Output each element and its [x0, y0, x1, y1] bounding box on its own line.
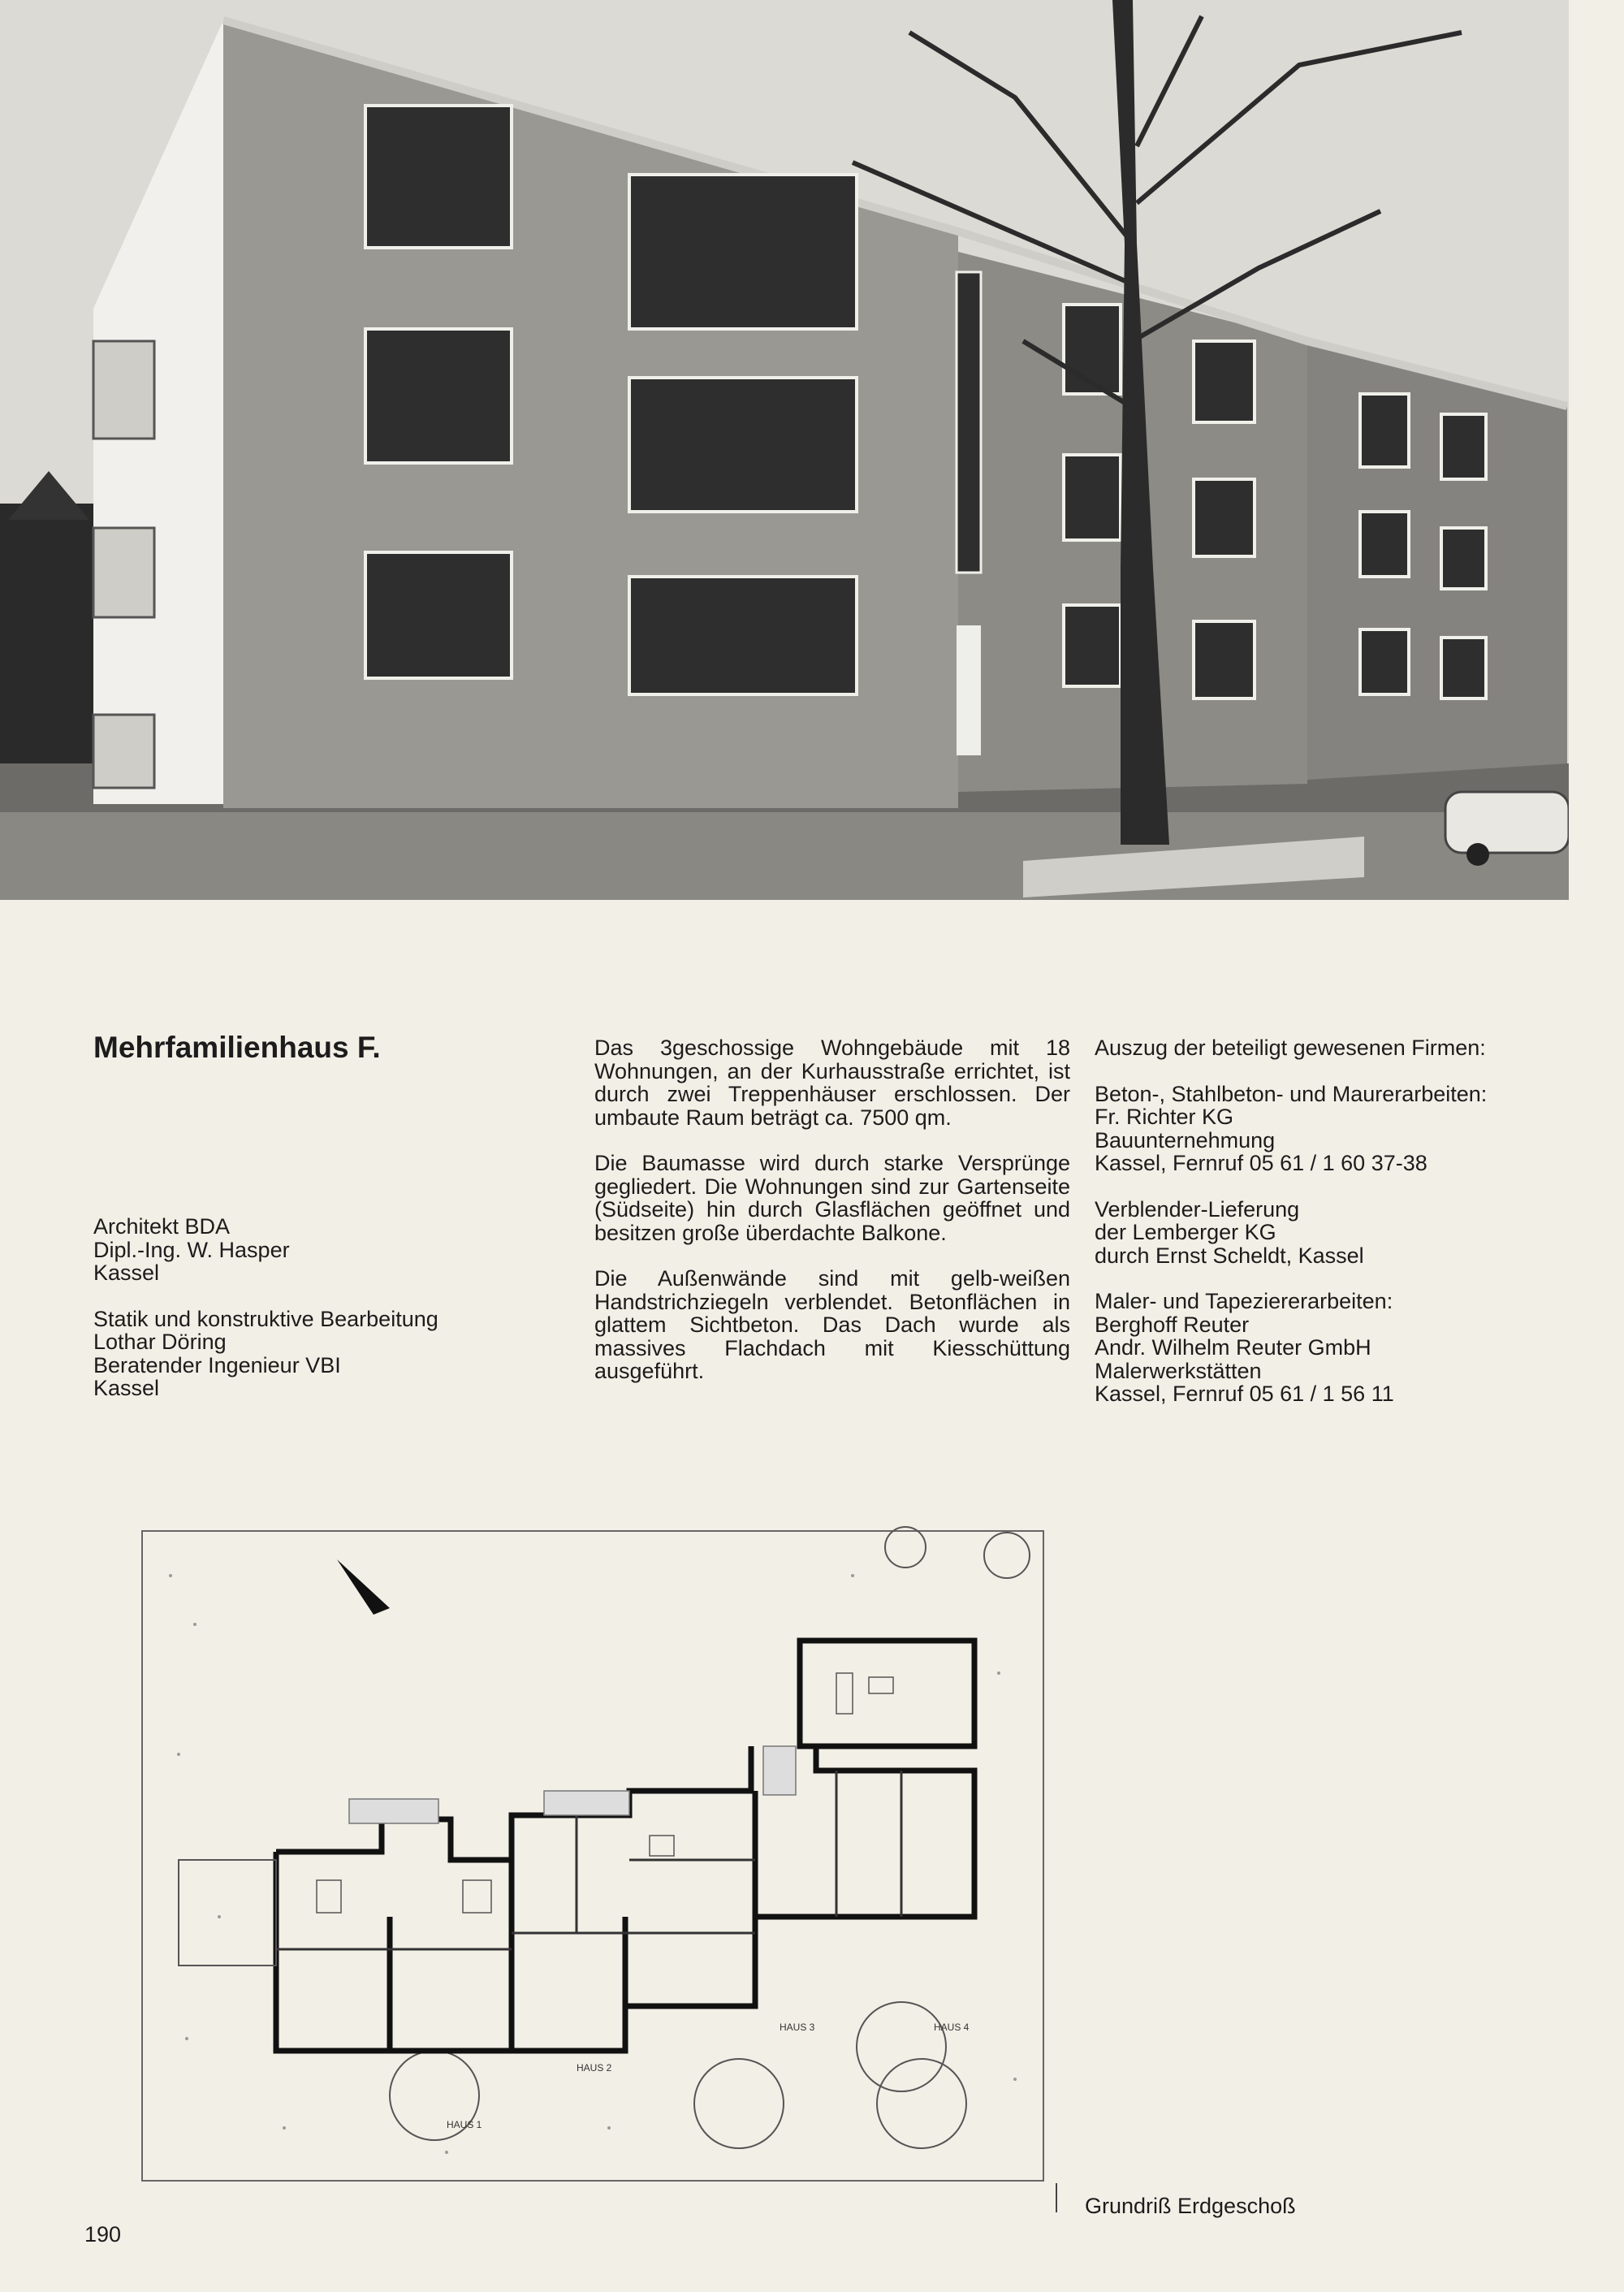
credit-line: Lothar Döring — [93, 1330, 227, 1354]
house-label: HAUS 2 — [577, 2062, 612, 2074]
page-title: Mehrfamilienhaus F. — [93, 1031, 381, 1064]
credit-line: Kassel — [93, 1376, 160, 1400]
credits-column — [93, 1215, 548, 1423]
credit-line: Dipl.-Ing. W. Hasper — [93, 1237, 290, 1262]
firm-facing — [1095, 1198, 1549, 1268]
description-paragraph: Das 3geschossige Wohngebäude mit 18 Wohnungen, an der Kurhausstraße errichtet, ist durch zwei Treppenhäuser erschlossen. Der umbaute Raum beträgt ca. 7500 qm. — [594, 1036, 1070, 1130]
description-paragraph: Die Außenwände sind mit gelb-weißen Handstrichziegeln verblendet. Betonflächen in glattem Sichtbeton. Das Dach wurde als massives Flachdach mit Kiesschüttung ausgeführt. — [594, 1266, 1070, 1383]
description-column — [594, 1036, 1070, 1406]
firm-line: Maler- und Tapeziererarbeiten: — [1095, 1289, 1393, 1313]
description-paragraph: Die Baumasse wird durch starke Versprünge gegliedert. Die Wohnungen sind zur Gartenseite (Südseite) hin durch Glasflächen geöffnet und besitzen große überdachte Balkone. — [594, 1151, 1070, 1245]
firm-painter — [1095, 1290, 1549, 1406]
building-illustration — [0, 0, 1569, 900]
firm-line: Andr. Wilhelm Reuter GmbH — [1095, 1335, 1371, 1360]
credit-line: Statik und konstruktive Bearbeitung — [93, 1306, 438, 1331]
credit-line: Kassel — [93, 1261, 160, 1285]
firm-line: Bauunternehmung — [1095, 1127, 1276, 1152]
north-arrow-icon — [337, 1559, 390, 1615]
firms-heading: Auszug der beteiligt gewesenen Firmen: — [1095, 1036, 1486, 1060]
firm-line: der Lemberger KG — [1095, 1220, 1276, 1244]
house-label: HAUS 4 — [934, 2022, 970, 2033]
house-label: HAUS 1 — [447, 2119, 482, 2130]
floor-plan-drawing — [122, 1511, 1064, 2201]
firm-line: Fr. Richter KG — [1095, 1105, 1234, 1129]
firm-line: Berghoff Reuter — [1095, 1312, 1250, 1337]
firm-line: Verblender-Lieferung — [1095, 1196, 1300, 1222]
architect-credit — [93, 1215, 548, 1285]
plan-caption: Grundriß Erdgeschoß — [1085, 2194, 1296, 2218]
floor-plan — [122, 1511, 1064, 2201]
credit-line: Beratender Ingenieur VBI — [93, 1352, 341, 1377]
firm-line: Malerwerkstätten — [1095, 1358, 1262, 1383]
firm-line: Kassel, Fernruf 05 61 / 1 60 37-38 — [1095, 1151, 1427, 1175]
building-photo — [0, 0, 1569, 900]
house-label: HAUS 3 — [780, 2022, 815, 2033]
firm-line: Beton-, Stahlbeton- und Maurerarbeiten: — [1095, 1081, 1488, 1106]
statics-credit — [93, 1308, 548, 1400]
caption-divider — [1056, 2183, 1057, 2212]
firm-line: Kassel, Fernruf 05 61 / 1 56 11 — [1095, 1382, 1394, 1406]
page-number: 190 — [84, 2222, 122, 2247]
firms-column — [1095, 1036, 1549, 1429]
credit-line: Architekt BDA — [93, 1214, 231, 1239]
firm-line: durch Ernst Scheldt, Kassel — [1095, 1243, 1364, 1268]
firm-concrete — [1095, 1083, 1549, 1175]
